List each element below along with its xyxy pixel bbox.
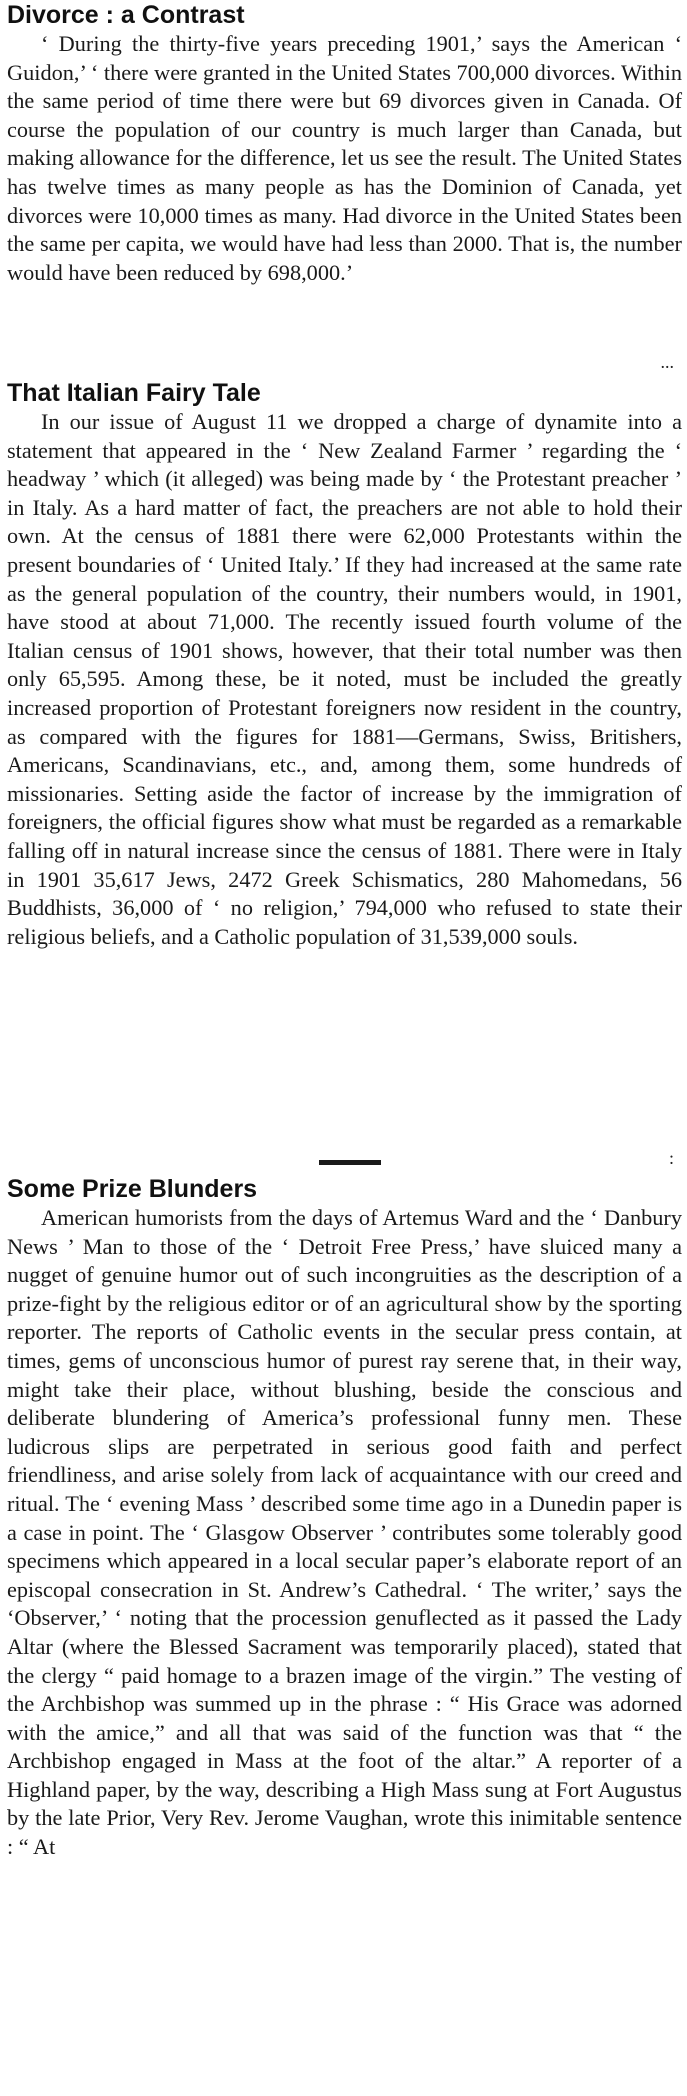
article-body: American humorists from the days of Artemus Ward and the ‘ Danbury News ’ Man to those of the ‘ Detroit Free Press,’ have sluiced many a nugget of genuine humor out of such incongruities as the description of a prize-fight by the religious editor or of an agricultural show by the sporting reporter. The reports of Catholic events in the secular press contain, at times, gems of unconscious humor of purest ray serene that, in their way, might take their place, without blushing, beside the conscious and deliberate blundering of America’s professional funny men. These ludicrous slips are perpetrated in serious good faith and perfect friendliness, and arise solely from lack of acquaintance with our creed and ritual. The ‘ evening Mass ’ described some time ago in a Dunedin paper is a case in point. The ‘ Glasgow Observer ’ contributes some tolerably good specimens which appeared in a local secular paper’s elaborate report of an episcopal consecration in St. Andrew’s Cathedral. ‘ The writer,’ says the ‘Observer,’ ‘ noting that the procession genuflected as it passed the Lady Altar (where the Blessed Sacrament was temporarily placed), stated that the clergy “ paid homage to a brazen image of the virgin.” The vesting of the Archbishop was summed up in the phrase : “ His Grace was adorned with the amice,” and all that was said of the function was that “ the Archbishop engaged in Mass at the foot of the altar.” A reporter of a Highland paper, by the way, describing a High Mass sung at Fort Augustus by the late Prior, Very Rev. Jerome Vaughan, wrote this inimitable sentence : “ At [7,1205,682,1860]
article-prize-blunders [7,1174,682,1862]
article-divorce [7,0,682,352]
section-divider [7,1148,682,1174]
divider-rule [319,1160,381,1165]
article-title: Some Prize Blunders [7,1175,258,1203]
article-body: ‘ During the thirty-five years preceding 1901,’ says the American ‘ Guidon,’ ‘ there were granted in the United States 700,000 divorces. Within the same period of time there were but 69 divorces given in Canada. Of course the population of our country is much larger than Canada, but making allowance for the difference, let us see the result. The United States has twelve times as many people as has the Dominion of Canada, yet divorces were 10,000 times as many. Had divorce in the United States been the same per capita, we would have had less than 2000. That is, the number would have been reduced by 698,000.’ [7,31,682,285]
end-mark: ... [660,352,674,372]
article-title: That Italian Fairy Tale [7,379,261,407]
article-body: In our issue of August 11 we dropped a charge of dynamite into a statement that appeared in the ‘ New Zealand Farmer ’ regarding the ‘ headway ’ which (it alleged) was being made by ‘ the Protestant preacher ’ in Italy. As a hard matter of fact, the preachers are not able to hold their own. At the census of 1881 there were 62,000 Protestants within the present boundaries of ‘ United Italy.’ If they had increased at the same rate as the general population of the country, their numbers would, in 1901, have stood at about 71,000. The recently issued fourth volume of the Italian census of 1901 shows, however, that their total number was then only 65,595. Among these, be it noted, must be included the greatly increased proportion of Protestant foreigners now resident in the country, as compared with the figures for 1881—Germans, Swiss, Britishers, Americans, Scandinavians, etc., and, among them, some hundreds of missionaries. Setting aside the factor of increase by the immigration of foreigners, the official figures show what must be regarded as a remarkable falling off in natural increase since the census of 1881. There were in Italy in 1901 35,617 Jews, 2472 Greek Schismatics, 280 Mahomedans, 56 Buddhists, 36,000 of ‘ no religion,’ 794,000 who refused to state their religious beliefs, and a Catholic population of 31,539,000 souls. [7,409,682,949]
section-divider [7,352,682,378]
article-title: Divorce : a Contrast [7,1,245,29]
article-italian-fairy-tale [7,378,682,1148]
side-mark: : [668,1148,674,1168]
